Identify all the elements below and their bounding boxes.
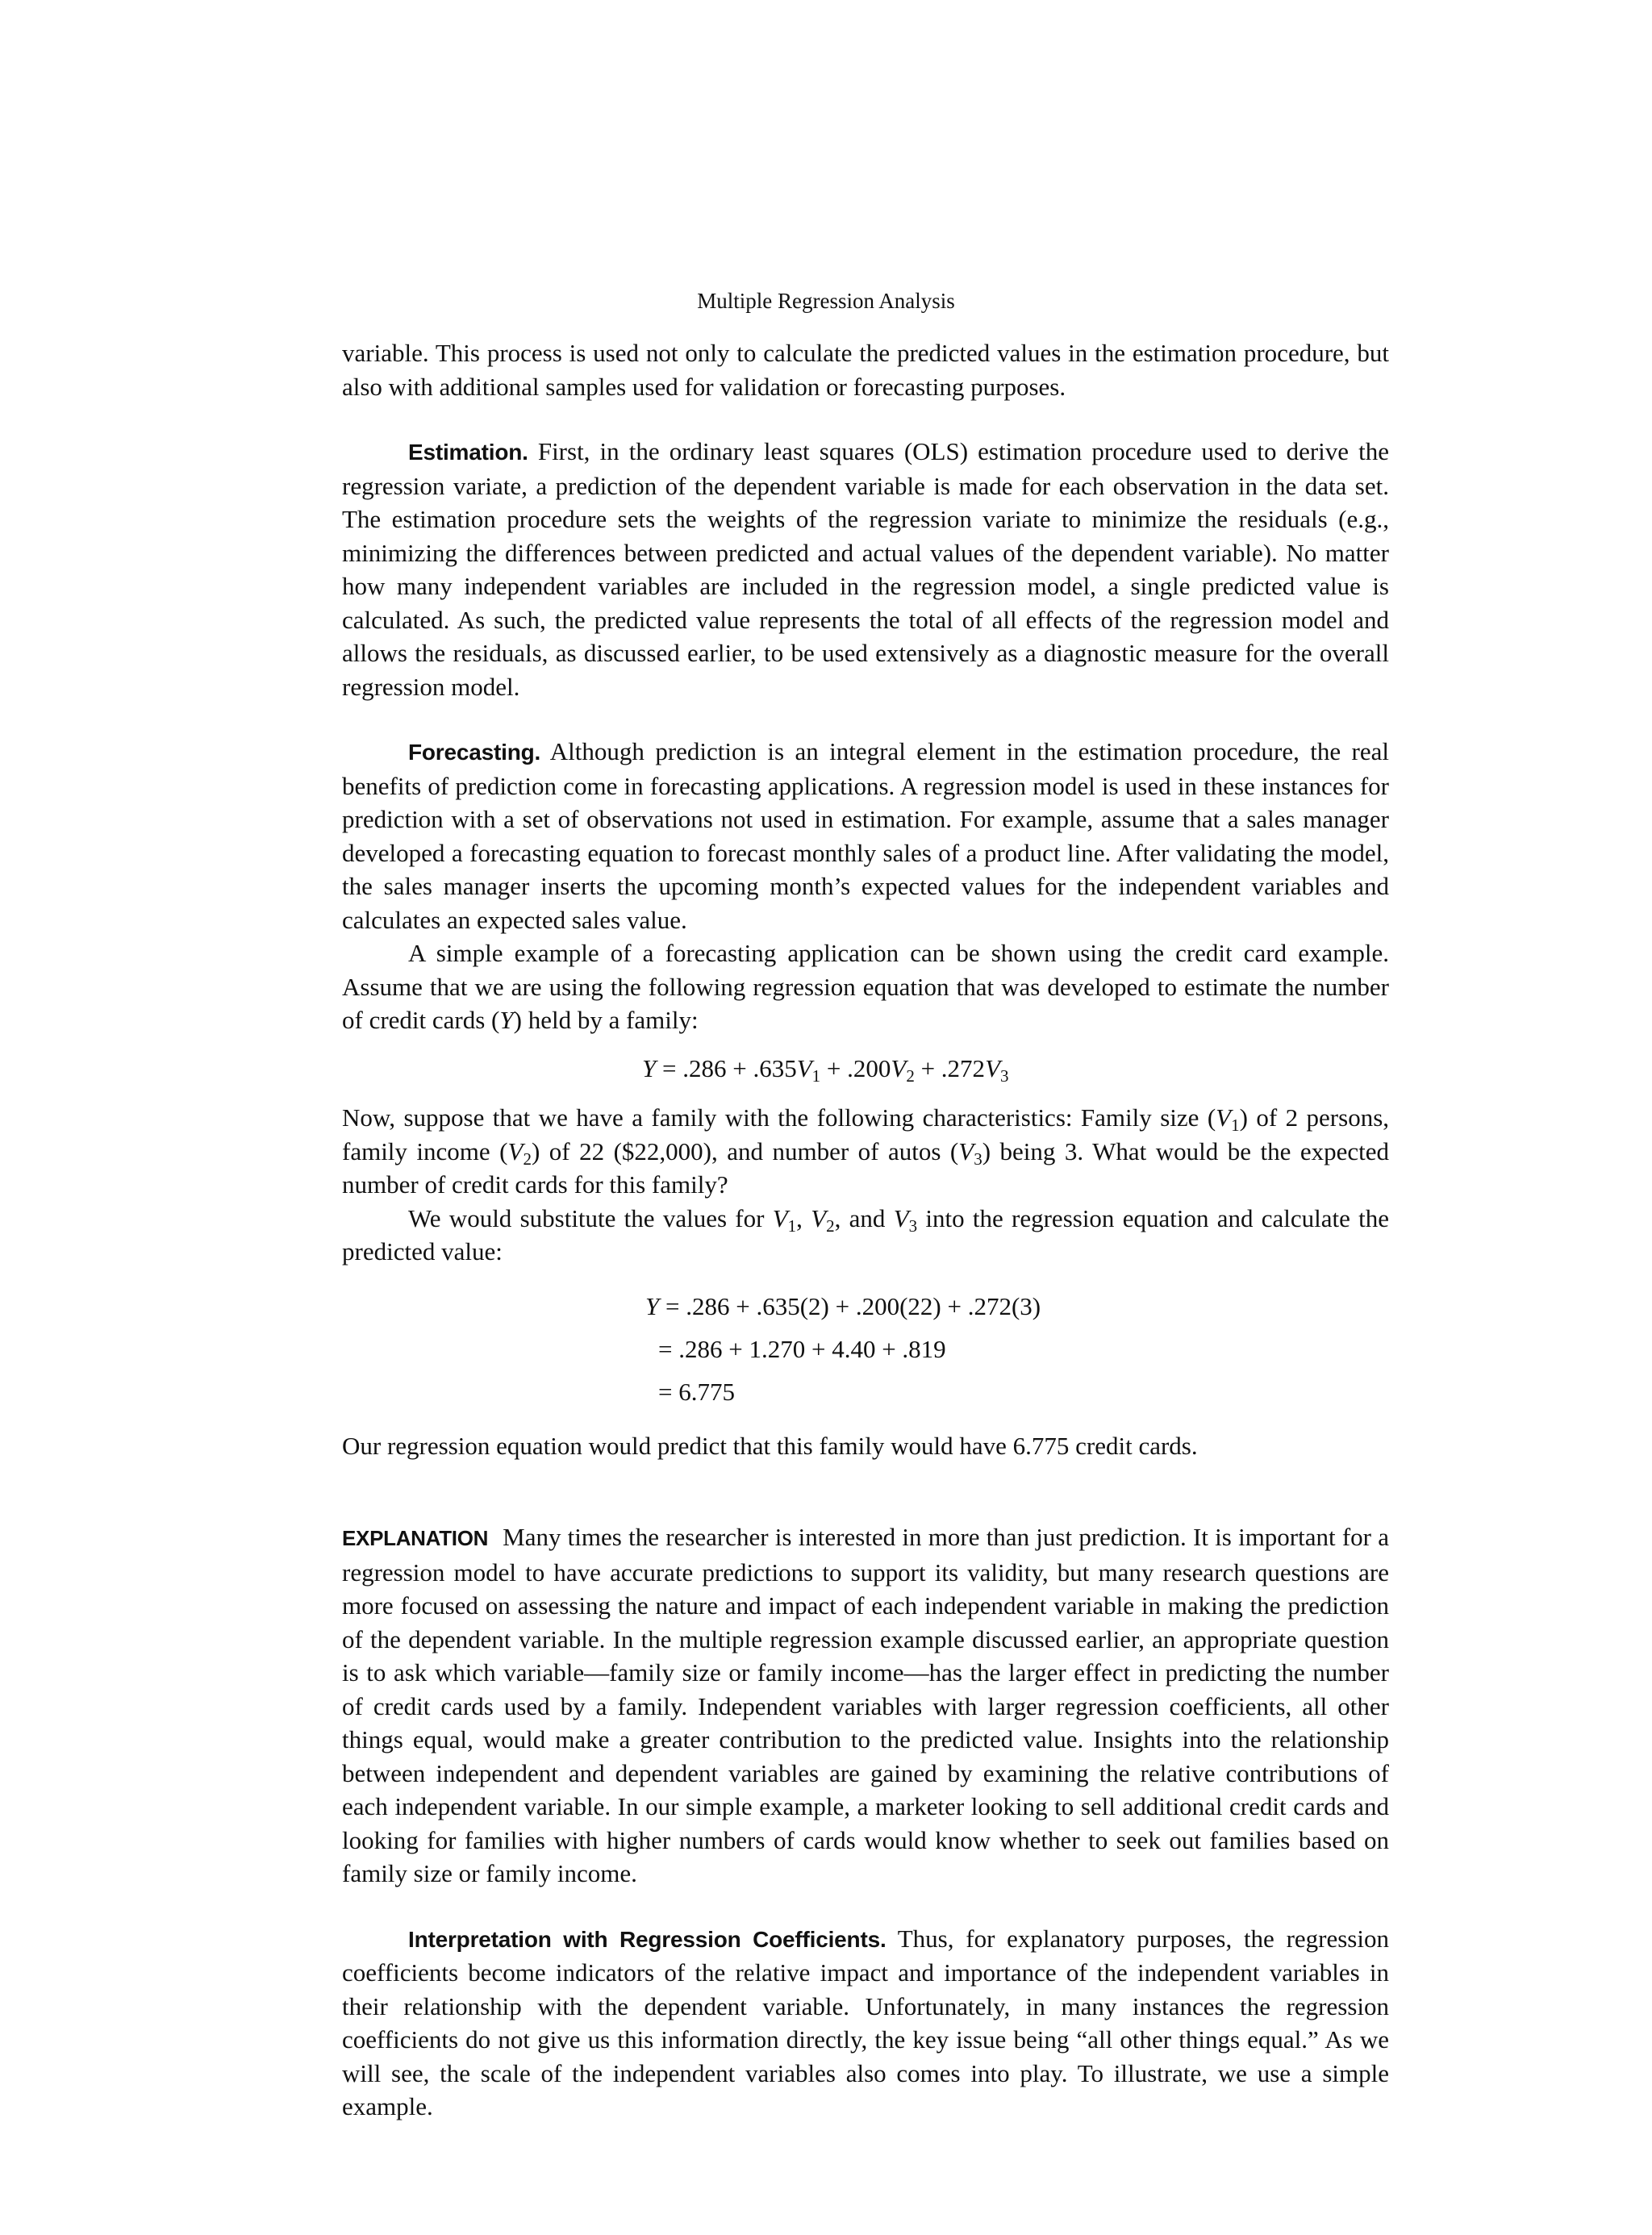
interpretation-paragraph [342, 1922, 1389, 2124]
interpretation-heading: Interpretation with Regression Coefficients. [408, 1926, 886, 1952]
explanation-text: Many times the researcher is interested in more than just prediction. It is important for a regression model to have accurate predictions to support its validity, but many research questions are more focused on assessing the nature and impact of each independent variable in making the prediction of the dependent variable. In the multiple regression example discussed earlier, an appropriate question is to ask which variable—family size or family income—has the larger effect in predicting the number of credit cards used by a family. Independent variables with larger regression coefficients, all other things equal, would make a greater contribution to the predicted value. Insights into the relationship between independent and dependent variables are gained by examining the relative contributions of each independent variable. In our simple example, a marketer looking to sell additional credit cards and looking for families with higher numbers of cards would know whether to seek out families based on family size or family income. [342, 1523, 1389, 1887]
forecasting-text: Although prediction is an integral element in the estimation procedure, the real benefits of prediction come in forecasting applications. A regression model is used in these instances for prediction with a set of observations not used in estimation. For example, assume that a sales manager developed a forecasting equation to forecast monthly sales of a product line. After validating the model, the sales manager inserts the upcoming month’s expected values for the independent variables and calculates an expected sales value. [342, 737, 1389, 934]
interpretation-text: Thus, for explanatory purposes, the regression coefficients become indicators of the relative impact and importance of the independent variables in their relationship with the dependent variable. Unfortunately, in many instances the regression coefficients do not give us this information directly, the key issue being “all other things equal.” As we will see, the scale of the independent variables also comes into play. To illustrate, we use a simple example. [342, 1924, 1389, 2120]
calculation-line-2: = .286 + 1.270 + 4.40 + .819 [658, 1334, 946, 1363]
calculation-line-1: Y = .286 + .635(2) + .200(22) + .272(3) [645, 1291, 1041, 1320]
estimation-heading: Estimation. [408, 440, 528, 465]
substitute-paragraph: We would substitute the values for $V_1$, $V_2$, and $V_3$ into the regression equation and calculate the predicted value: [342, 1203, 1390, 1266]
explanation-paragraph [342, 1520, 1389, 1891]
regression-equation: $Y = .286 + .635V_1 + .200V_2 + .272V_3$ [642, 1053, 1009, 1086]
prediction-result: Our regression equation would predict that this family would have 6.775 credit cards. [342, 1431, 1198, 1460]
running-head: Multiple Regression Analysis [697, 289, 955, 313]
example-paragraph: A simple example of a forecasting application can be shown using the credit card example. Assume that we are using the following regression equation that was developed to estimate the number of credit cards (Y) held by a family: [342, 939, 1389, 1034]
estimation-text: First, in the ordinary least squares (OLS) estimation procedure used to derive the regression variate, a prediction of the dependent variable is made for each observation in the data set. The estimation procedure sets the weights of the regression variate to minimize the residuals (e.g., minimizing the differences between predicted and actual values of the dependent variable). No matter how many independent variables are included in the regression model, a single predicted value is calculated. As such, the predicted value represents the total of all effects of the regression model and allows the residuals, as discussed earlier, to be used extensively as a diagnostic measure for the overall regression model. [342, 437, 1389, 701]
body-text [342, 336, 1389, 2124]
estimation-paragraph [342, 435, 1389, 703]
calculation-equation [342, 1285, 1389, 1413]
explanation-heading: EXPLANATION [342, 1526, 489, 1550]
forecasting-heading: Forecasting. [408, 740, 541, 765]
calculation-line-3: = 6.775 [658, 1377, 735, 1406]
suppose-paragraph: Now, suppose that we have a family with the following characteristics: Family size $(V_1)$ of 2 persons, family income $(V_2)$ of 22 ($22,000), and number of autos $(V_3)$ being 3. What would be the expected number of credit cards for this family? [342, 1103, 1390, 1199]
intro-paragraph: variable. This process is used not only to calculate the predicted values in the estimation procedure, but also with additional samples used for validation or forecasting purposes. [342, 339, 1389, 401]
variable-y: Y [499, 1006, 514, 1034]
forecasting-paragraph [342, 735, 1389, 936]
